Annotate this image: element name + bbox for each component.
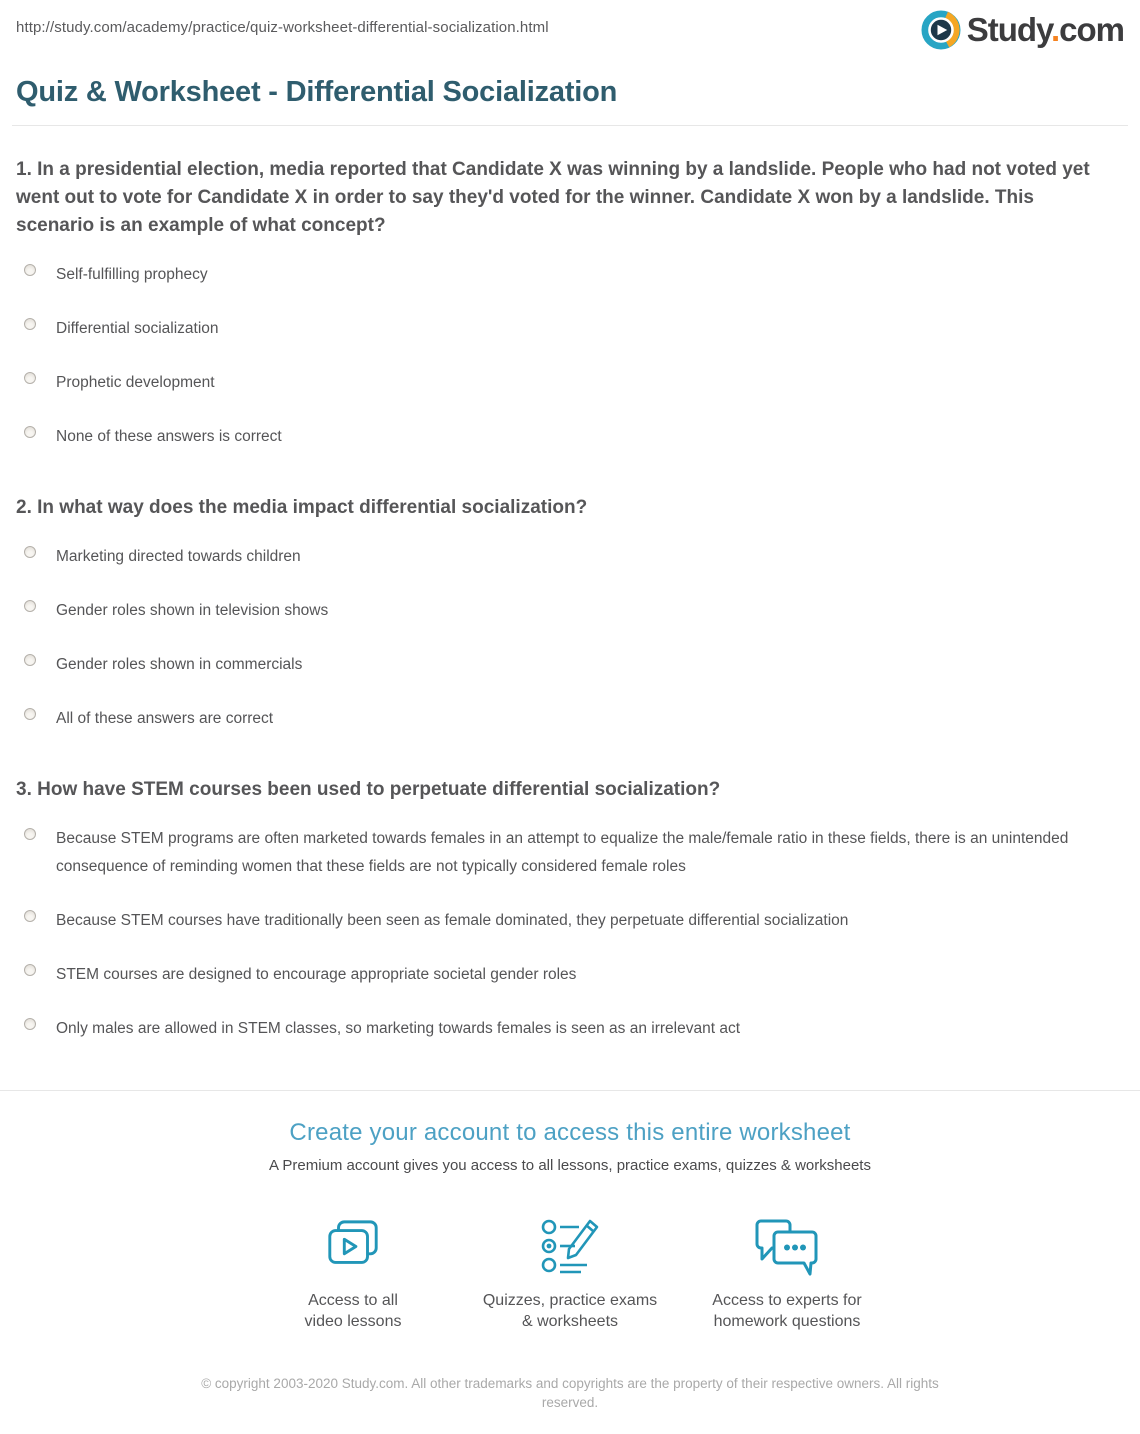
- question-1-option-3[interactable]: [16, 356, 1124, 410]
- studycom-logo-text: Study.com: [966, 11, 1124, 48]
- radio-button[interactable]: [24, 318, 36, 330]
- radio-button[interactable]: [24, 910, 36, 922]
- question-2-option-4[interactable]: [16, 692, 1124, 746]
- question-1-option-1[interactable]: [16, 248, 1124, 302]
- radio-button[interactable]: [24, 372, 36, 384]
- question-1-text: 1. In a presidential election, media reported that Candidate X was winning by a landslide. People who had not voted yet went out to vote for Candidate X in order to say they'd voted for the winner. Candidate X won by a landslide. This scenario is an example of what concept?: [16, 159, 1090, 236]
- studycom-logo[interactable]: [921, 10, 1124, 50]
- question-block-3: [16, 776, 1124, 1056]
- radio-button[interactable]: [24, 546, 36, 558]
- question-2-option-3[interactable]: [16, 638, 1124, 692]
- feature-expert-chat: [679, 1212, 896, 1332]
- option-label: Gender roles shown in television shows: [56, 602, 329, 619]
- radio-button[interactable]: [24, 828, 36, 840]
- feature-video-lessons: [245, 1212, 462, 1332]
- question-1-option-4[interactable]: [16, 410, 1124, 464]
- option-label: Prophetic development: [56, 374, 215, 391]
- option-label: All of these answers are correct: [56, 710, 274, 727]
- question-2-option-1[interactable]: [16, 530, 1124, 584]
- cta-subheading: A Premium account gives you access to all lessons, practice exams, quizzes & worksheets: [269, 1157, 871, 1174]
- question-2-text: 2. In what way does the media impact differential socialization?: [16, 497, 588, 518]
- feature-list: [0, 1212, 1140, 1332]
- option-label: Because STEM programs are often marketed towards females in an attempt to equalize the male/female ratio in these fields, there is an unintended consequence of reminding women that these fields are not typically considered female roles: [56, 830, 1069, 875]
- copyright-text: © copyright 2003-2020 Study.com. All other trademarks and copyrights are the property of their respective owners. All rights reserved.: [201, 1376, 939, 1410]
- question-block-2: [16, 494, 1124, 746]
- feature-label: Access to all video lessons: [304, 1292, 402, 1330]
- page-url: http://study.com/academy/practice/quiz-worksheet-differential-socialization.html: [16, 19, 549, 36]
- question-1-option-2[interactable]: [16, 302, 1124, 356]
- radio-button[interactable]: [24, 264, 36, 276]
- header: [0, 0, 1140, 50]
- radio-button[interactable]: [24, 426, 36, 438]
- question-3-option-2[interactable]: [16, 894, 1124, 948]
- option-label: STEM courses are designed to encourage appropriate societal gender roles: [56, 966, 577, 983]
- quiz-content: [0, 156, 1140, 1056]
- option-label: Because STEM courses have traditionally been seen as female dominated, they perpetuate differential socialization: [56, 912, 849, 929]
- radio-button[interactable]: [24, 708, 36, 720]
- feature-label: Access to experts for homework questions: [712, 1292, 862, 1330]
- question-3-option-1[interactable]: [16, 812, 1124, 894]
- feature-label: Quizzes, practice exams & worksheets: [482, 1292, 658, 1330]
- option-label: Self-fulfilling prophecy: [56, 266, 208, 283]
- question-block-1: [16, 156, 1124, 464]
- footer: [200, 1374, 940, 1434]
- radio-button[interactable]: [24, 600, 36, 612]
- radio-button[interactable]: [24, 654, 36, 666]
- cta-heading[interactable]: Create your account to access this entire worksheet: [289, 1119, 851, 1146]
- title-divider: [12, 125, 1128, 126]
- option-label: None of these answers is correct: [56, 428, 282, 445]
- question-3-text: 3. How have STEM courses been used to perpetuate differential socialization?: [16, 779, 721, 800]
- option-label: Differential socialization: [56, 320, 219, 337]
- option-label: Gender roles shown in commercials: [56, 656, 303, 673]
- question-3-option-3[interactable]: [16, 948, 1124, 1002]
- radio-button[interactable]: [24, 964, 36, 976]
- expert-chat-icon: [754, 1216, 820, 1278]
- video-lessons-icon: [324, 1216, 382, 1278]
- page-title: Quiz & Worksheet - Differential Socialization: [16, 76, 618, 108]
- studycom-logo-icon: [921, 10, 961, 50]
- create-account-cta: [0, 1090, 1140, 1332]
- question-2-option-2[interactable]: [16, 584, 1124, 638]
- quizzes-worksheets-icon: [539, 1216, 601, 1278]
- option-label: Only males are allowed in STEM classes, so marketing towards females is seen as an irrelevant act: [56, 1020, 741, 1037]
- question-3-option-4[interactable]: [16, 1002, 1124, 1056]
- radio-button[interactable]: [24, 1018, 36, 1030]
- option-label: Marketing directed towards children: [56, 548, 301, 565]
- feature-quizzes-worksheets: [462, 1212, 679, 1332]
